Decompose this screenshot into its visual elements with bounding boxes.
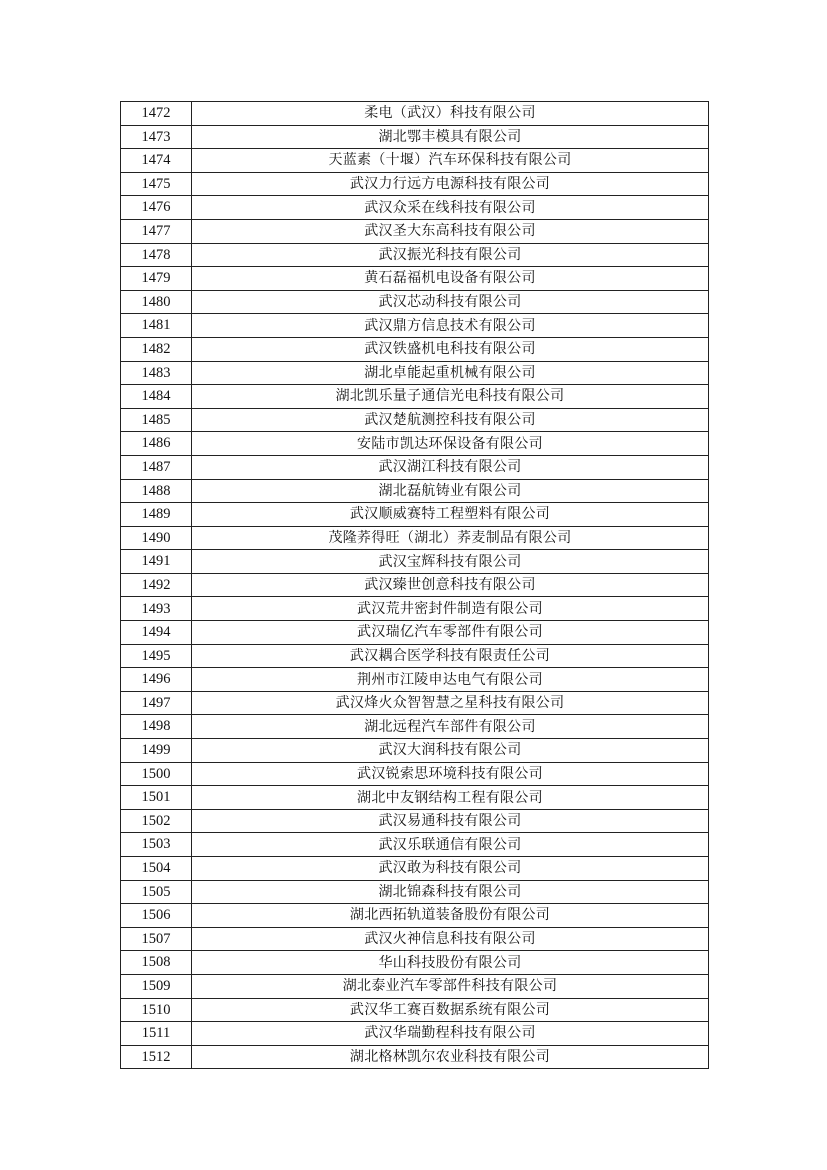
table-row xyxy=(121,644,709,668)
row-number: 1479 xyxy=(121,267,192,291)
table-row xyxy=(121,172,709,196)
table-row xyxy=(121,786,709,810)
company-name: 湖北磊航铸业有限公司 xyxy=(192,479,709,503)
company-name: 武汉易通科技有限公司 xyxy=(192,809,709,833)
company-name: 武汉锐索思环境科技有限公司 xyxy=(192,762,709,786)
row-number: 1500 xyxy=(121,762,192,786)
table-row xyxy=(121,621,709,645)
row-number: 1473 xyxy=(121,125,192,149)
company-name: 武汉众采在线科技有限公司 xyxy=(192,196,709,220)
row-number: 1481 xyxy=(121,314,192,338)
company-name: 武汉振光科技有限公司 xyxy=(192,243,709,267)
company-name: 武汉火神信息科技有限公司 xyxy=(192,927,709,951)
company-name: 湖北鄂丰模具有限公司 xyxy=(192,125,709,149)
table-row xyxy=(121,219,709,243)
row-number: 1503 xyxy=(121,833,192,857)
company-name: 湖北凯乐量子通信光电科技有限公司 xyxy=(192,385,709,409)
table-row xyxy=(121,1045,709,1069)
row-number: 1494 xyxy=(121,621,192,645)
table-row xyxy=(121,432,709,456)
company-name: 湖北卓能起重机械有限公司 xyxy=(192,361,709,385)
table-row xyxy=(121,337,709,361)
row-number: 1483 xyxy=(121,361,192,385)
row-number: 1499 xyxy=(121,739,192,763)
company-name: 茂隆荞得旺（湖北）荞麦制品有限公司 xyxy=(192,526,709,550)
company-name: 武汉华瑞勤程科技有限公司 xyxy=(192,1022,709,1046)
table-row xyxy=(121,857,709,881)
table-row xyxy=(121,125,709,149)
table-row xyxy=(121,951,709,975)
row-number: 1484 xyxy=(121,385,192,409)
row-number: 1472 xyxy=(121,102,192,126)
company-name: 柔电（武汉）科技有限公司 xyxy=(192,102,709,126)
row-number: 1497 xyxy=(121,691,192,715)
company-name: 湖北泰业汽车零部件科技有限公司 xyxy=(192,974,709,998)
table-row xyxy=(121,573,709,597)
company-name: 安陆市凯达环保设备有限公司 xyxy=(192,432,709,456)
table-row xyxy=(121,503,709,527)
row-number: 1501 xyxy=(121,786,192,810)
company-name: 武汉耦合医学科技有限责任公司 xyxy=(192,644,709,668)
company-name: 武汉芯动科技有限公司 xyxy=(192,290,709,314)
row-number: 1474 xyxy=(121,149,192,173)
company-name: 武汉力行远方电源科技有限公司 xyxy=(192,172,709,196)
row-number: 1510 xyxy=(121,998,192,1022)
company-name: 武汉大润科技有限公司 xyxy=(192,739,709,763)
table-row xyxy=(121,739,709,763)
company-name: 武汉臻世创意科技有限公司 xyxy=(192,573,709,597)
row-number: 1506 xyxy=(121,904,192,928)
company-name: 武汉烽火众智智慧之星科技有限公司 xyxy=(192,691,709,715)
company-name: 武汉瑞亿汽车零部件有限公司 xyxy=(192,621,709,645)
row-number: 1477 xyxy=(121,219,192,243)
table-row xyxy=(121,361,709,385)
company-name: 武汉乐联通信有限公司 xyxy=(192,833,709,857)
row-number: 1496 xyxy=(121,668,192,692)
company-name: 武汉敢为科技有限公司 xyxy=(192,857,709,881)
table-row xyxy=(121,927,709,951)
table-row xyxy=(121,550,709,574)
company-name: 武汉鼎方信息技术有限公司 xyxy=(192,314,709,338)
table-row xyxy=(121,998,709,1022)
company-name: 湖北远程汽车部件有限公司 xyxy=(192,715,709,739)
company-name: 武汉宝辉科技有限公司 xyxy=(192,550,709,574)
row-number: 1502 xyxy=(121,809,192,833)
table-row xyxy=(121,904,709,928)
table-row xyxy=(121,408,709,432)
row-number: 1475 xyxy=(121,172,192,196)
table-row xyxy=(121,149,709,173)
table-row xyxy=(121,1022,709,1046)
company-name: 华山科技股份有限公司 xyxy=(192,951,709,975)
row-number: 1511 xyxy=(121,1022,192,1046)
table-row xyxy=(121,691,709,715)
company-list-body xyxy=(121,102,709,1069)
company-name: 武汉荒井密封件制造有限公司 xyxy=(192,597,709,621)
table-row xyxy=(121,267,709,291)
company-name: 黄石磊福机电设备有限公司 xyxy=(192,267,709,291)
row-number: 1490 xyxy=(121,526,192,550)
row-number: 1478 xyxy=(121,243,192,267)
table-row xyxy=(121,762,709,786)
row-number: 1485 xyxy=(121,408,192,432)
table-row xyxy=(121,715,709,739)
company-name: 湖北中友钢结构工程有限公司 xyxy=(192,786,709,810)
table-row xyxy=(121,809,709,833)
table-row xyxy=(121,314,709,338)
company-name: 武汉圣大东高科技有限公司 xyxy=(192,219,709,243)
row-number: 1493 xyxy=(121,597,192,621)
row-number: 1505 xyxy=(121,880,192,904)
table-row xyxy=(121,526,709,550)
company-name: 武汉湖江科技有限公司 xyxy=(192,455,709,479)
table-row xyxy=(121,668,709,692)
row-number: 1476 xyxy=(121,196,192,220)
company-name: 武汉华工赛百数据系统有限公司 xyxy=(192,998,709,1022)
table-row xyxy=(121,479,709,503)
row-number: 1489 xyxy=(121,503,192,527)
row-number: 1495 xyxy=(121,644,192,668)
table-row xyxy=(121,974,709,998)
row-number: 1492 xyxy=(121,573,192,597)
company-name: 湖北格林凯尔农业科技有限公司 xyxy=(192,1045,709,1069)
row-number: 1509 xyxy=(121,974,192,998)
company-name: 武汉顺威赛特工程塑料有限公司 xyxy=(192,503,709,527)
table-row xyxy=(121,880,709,904)
company-name: 天蓝素（十堰）汽车环保科技有限公司 xyxy=(192,149,709,173)
table-row xyxy=(121,597,709,621)
table-row xyxy=(121,385,709,409)
table-row xyxy=(121,455,709,479)
table-row xyxy=(121,833,709,857)
table-row xyxy=(121,290,709,314)
company-name: 湖北西拓轨道装备股份有限公司 xyxy=(192,904,709,928)
row-number: 1487 xyxy=(121,455,192,479)
table-row xyxy=(121,243,709,267)
row-number: 1488 xyxy=(121,479,192,503)
table-row xyxy=(121,196,709,220)
table-row xyxy=(121,102,709,126)
row-number: 1498 xyxy=(121,715,192,739)
row-number: 1482 xyxy=(121,337,192,361)
row-number: 1480 xyxy=(121,290,192,314)
company-name: 武汉铁盛机电科技有限公司 xyxy=(192,337,709,361)
company-name: 武汉楚航测控科技有限公司 xyxy=(192,408,709,432)
row-number: 1507 xyxy=(121,927,192,951)
row-number: 1512 xyxy=(121,1045,192,1069)
row-number: 1486 xyxy=(121,432,192,456)
company-list-table xyxy=(120,101,709,1069)
row-number: 1491 xyxy=(121,550,192,574)
row-number: 1508 xyxy=(121,951,192,975)
company-name: 荆州市江陵申达电气有限公司 xyxy=(192,668,709,692)
company-name: 湖北锦森科技有限公司 xyxy=(192,880,709,904)
row-number: 1504 xyxy=(121,857,192,881)
